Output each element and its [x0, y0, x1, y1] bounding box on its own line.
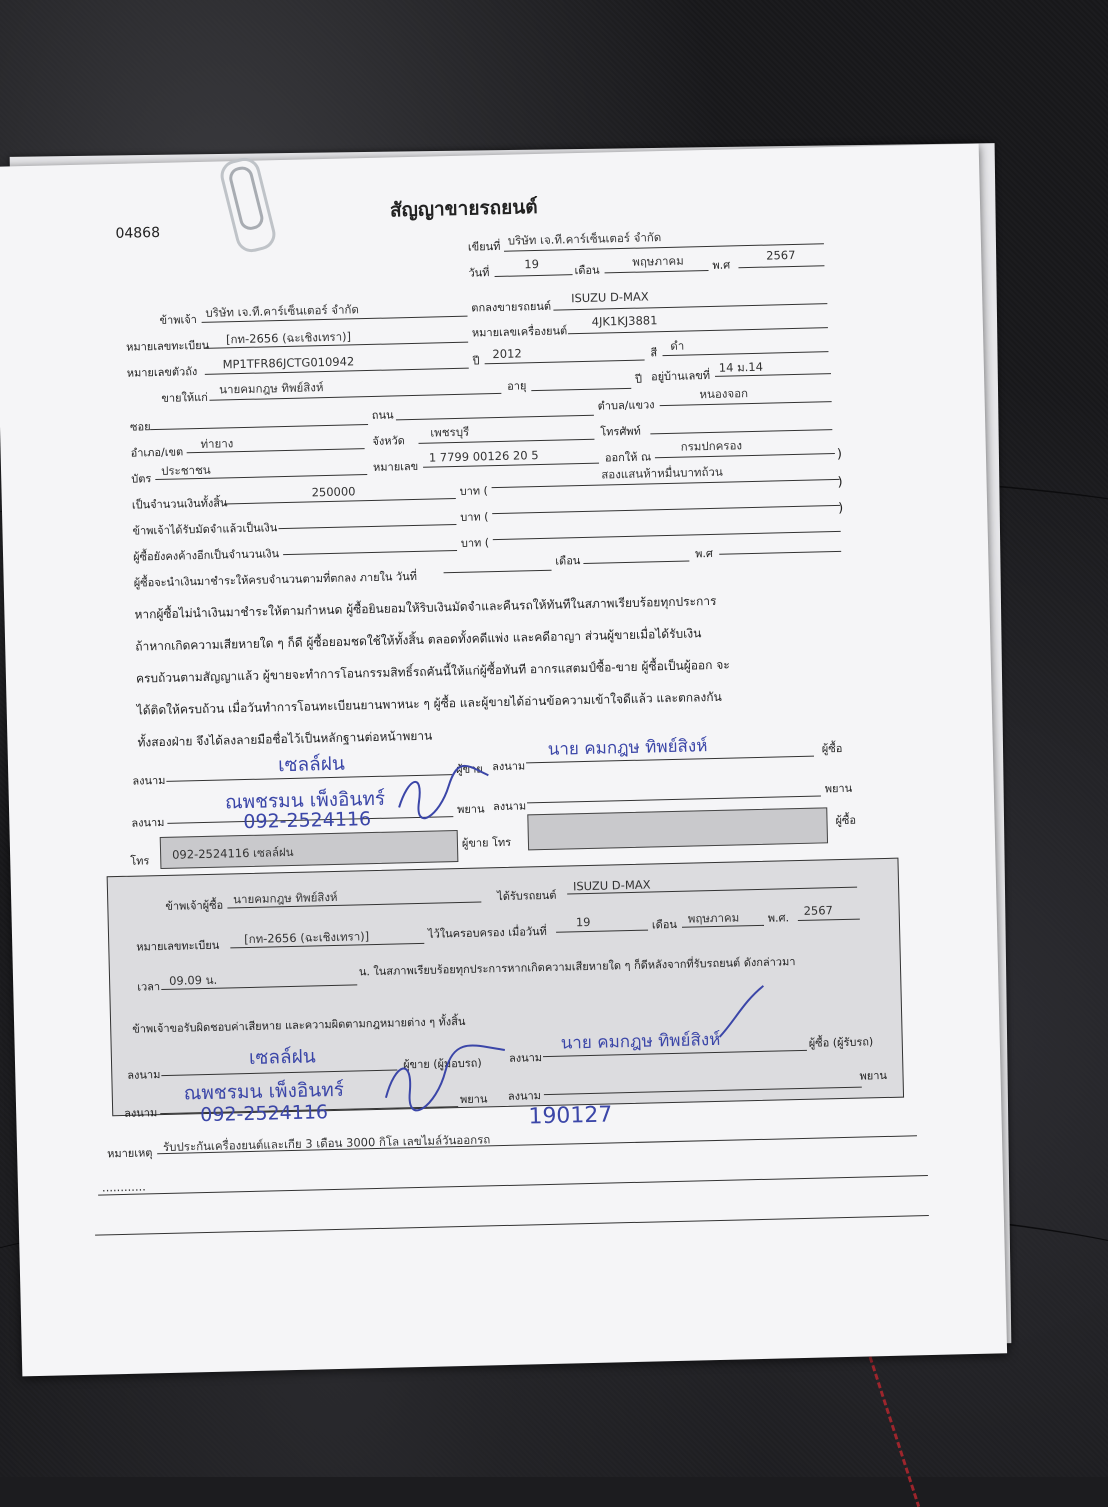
remark-text: รับประกันเครื่องยนต์และเกีย 3 เดือน 3000 กิโล เลขไมล์วันออกรถ	[162, 1132, 491, 1155]
color-value: ดำ	[670, 338, 685, 353]
total-line	[224, 498, 456, 504]
reg-label: หมายเลขทะเบียน	[126, 338, 210, 354]
card-label: บัตร	[131, 472, 152, 486]
page-title: สัญญาขายรถยนต์	[389, 195, 538, 222]
remark-line-2	[98, 1175, 928, 1196]
seller-sales-handwritten: เซลล์ฝน	[277, 752, 346, 777]
soi-line	[150, 424, 368, 430]
remark-line-3	[95, 1215, 929, 1236]
signature-squiggle-1	[388, 755, 510, 828]
receipt-witness1-role: พยาน	[459, 1092, 488, 1107]
due-year-label: พ.ศ	[695, 546, 714, 561]
road-label: ถนน	[371, 408, 394, 422]
receipt-buyer-value: นายคมกฎษ ทิพย์สิงห์	[233, 889, 338, 907]
color-label: สี	[650, 346, 658, 360]
seller-phone-value: 092-2524116 เซลล์ฝน	[171, 844, 294, 862]
terms-line-1: หากผู้ซื้อไม่นำเงินมาชำระให้ตามกำหนด ผู้ซื้อยินยอมให้ริบเงินมัดจำและคืนรถให้ทันทีในสภาพเรียบร้อยทุกประการ	[134, 593, 717, 622]
district-label: อำเภอ/เขต	[130, 445, 184, 460]
subdistrict-value: หนองจอก	[699, 386, 749, 402]
receipt-seller-role: ผู้ขาย (ผู้มอบรถ)	[403, 1056, 482, 1072]
total-paren-close: )	[836, 446, 843, 462]
time-value: 09.09 น.	[168, 972, 218, 988]
chassis-label: หมายเลขตัวถัง	[126, 365, 198, 380]
seller-value: บริษัท เจ.ที.คาร์เซ็นเตอร์ จำกัด	[205, 302, 360, 320]
remark-mileage-handwritten: 190127	[528, 1102, 613, 1130]
province-label: จังหวัด	[372, 434, 405, 448]
receipt-buyer-role: ผู้ซื้อ (ผู้รับรถ)	[808, 1035, 874, 1050]
district-value: ท่ายาง	[200, 436, 234, 451]
seller-sign-label: ลงนาม	[132, 773, 166, 788]
receipt-reg-label: หมายเลขทะเบียน	[136, 938, 220, 954]
signature-squiggle-2	[375, 1035, 517, 1118]
remark-label: หมายเหตุ	[107, 1146, 153, 1161]
deposit-words-line	[492, 505, 840, 514]
date-label: วันที่	[468, 266, 490, 280]
receipt-reg-value: [กท-2656 (ฉะเชิงเทรา)]	[243, 929, 370, 947]
phone-line	[650, 429, 832, 434]
age-year-label: ปี	[634, 372, 643, 386]
color-line	[663, 351, 829, 356]
chassis-value: MP1TFR86JCTG010942	[222, 354, 355, 372]
seller-role-label: ผู้ขาย	[456, 762, 483, 777]
possess-month: พฤษภาคม	[687, 910, 740, 926]
possess-label: ไว้ในครอบครอง เมื่อวันที่	[427, 924, 547, 941]
reg-value: [กท-2656 (ฉะเชิงเทรา)]	[225, 329, 352, 347]
written-at-value: บริษัท เจ.ที.คาร์เซ็นเตอร์ จำกัด	[507, 230, 662, 248]
seller-label: ข้าพเจ้า	[159, 313, 198, 327]
year-label: พ.ศ	[712, 258, 731, 272]
age-label: อายุ	[507, 379, 527, 393]
time-label: เวลา	[137, 980, 161, 994]
date-year-line	[738, 265, 824, 268]
terms-line-3: ครบถ้วนตามสัญญาแล้ว ผู้ขายจะทำการโอนกรรมสิทธิ์รถคันนี้ให้แก่ผู้ซื้อทันที อากรแสตมป์ซื้อ-ขาย ผู้ซื้อเป็นผู้ออก จะ	[135, 657, 730, 686]
road-line	[396, 415, 594, 421]
due-month-label: เดือน	[555, 554, 581, 568]
due-day-line	[444, 570, 552, 574]
remaining-paren-close: )	[837, 500, 844, 516]
receipt-phone-handwritten: 092-2524116	[200, 1101, 329, 1127]
receipt-seller-sign-label: ลงนาม	[127, 1068, 161, 1082]
date-day: 19	[524, 256, 540, 272]
buyer-phone-role: ผู้ซื้อ	[835, 813, 857, 828]
total-value: 250000	[311, 484, 356, 500]
remaining-line	[283, 550, 457, 555]
age-line	[531, 388, 631, 391]
province-value: เพชรบุรี	[430, 424, 470, 440]
witness1-sign-label: ลงนาม	[131, 815, 165, 830]
subdistrict-label: ตำบล/แขวง	[597, 398, 655, 413]
seller-phone-role: ผู้ขาย โทร	[461, 835, 512, 850]
receipt-witness2-sign-label: ลงนาม	[507, 1089, 542, 1103]
date-month-line	[605, 270, 709, 273]
issued-by-label: ออกให้ ณ	[604, 450, 652, 465]
possess-month-label: เดือน	[651, 917, 678, 932]
total-baht: บาท (	[459, 484, 489, 498]
buyer-name: นายคมกฎษ ทิพย์สิงห์	[219, 380, 324, 397]
witness2-sign-line	[527, 795, 821, 803]
witness2-sign-label: ลงนาม	[492, 799, 527, 814]
terms-line-2: ถ้าหากเกิดความเสียหายใด ๆ ก็ดี ผู้ซื้อยอมชดใช้ให้ทั้งสิ้น ตลอดทั้งคดีแพ่ง และคดีอาญา ส่วนผู้ขายเมื่อได้รับเงิน	[135, 626, 702, 654]
signature-squiggle-3	[713, 980, 794, 1042]
deposit-line	[278, 524, 456, 529]
remaining-baht: บาท (	[460, 536, 490, 550]
car-year-value: 2012	[492, 346, 522, 362]
contract-sheet	[0, 144, 1007, 1377]
engine-label: หมายเลขเครื่องยนต์	[471, 324, 568, 340]
month-label: เดือน	[574, 263, 600, 278]
remaining-words-line	[493, 531, 841, 540]
deposit-label: ข้าพเจ้าได้รับมัดจำแล้วเป็นเงิน	[132, 521, 278, 538]
receipt-buyer-signature: นาย คมกฎษ ทิพย์สิงห์	[560, 1029, 721, 1054]
buyer-role-label: ผู้ซื้อ	[821, 741, 843, 756]
witness1-phone-handwritten: 092-2524116	[243, 808, 372, 834]
card-no-label: หมายเลข	[372, 459, 419, 474]
receipt-witness1-sign-label: ลงนาม	[124, 1106, 158, 1120]
deposit-baht: บาท (	[460, 510, 489, 524]
due-month-line	[583, 560, 689, 563]
address-value: 14 ม.14	[718, 359, 764, 375]
possess-year: 2567	[803, 903, 834, 918]
buyer-signature-handwritten: นาย คมกฎษ ทิพย์สิงห์	[547, 736, 708, 760]
written-at-label: เขียนที่	[467, 239, 501, 254]
date-day-line	[495, 274, 573, 277]
address-label: อยู่บ้านเลขที่	[650, 368, 711, 384]
witness1-role-label: พยาน	[457, 802, 485, 817]
card-no-value: 1 7799 00126 20 5	[428, 448, 539, 465]
remark-dots: ............	[101, 1179, 146, 1195]
received-label: ได้รับรถยนต์	[497, 888, 557, 904]
witness1-name-handwritten: ณพชรมน เพ็งอินทร์	[224, 787, 386, 814]
possess-day: 19	[575, 914, 591, 930]
car-brand: ISUZU D-MAX	[570, 289, 649, 306]
receipt-witness2-role: พยาน	[859, 1068, 888, 1083]
document-number: 04868	[115, 224, 161, 242]
issued-by-value: กรมปกครอง	[680, 438, 743, 454]
possess-year-label: พ.ศ.	[767, 911, 790, 925]
car-year-label: ปี	[472, 354, 480, 368]
total-words: สองแสนห้าหมื่นบาทถ้วน	[601, 464, 723, 482]
received-brand: ISUZU D-MAX	[572, 877, 651, 894]
date-year: 2567	[766, 247, 796, 263]
terms-line-5: ทั้งสองฝ่าย จึงได้ลงลายมือชื่อไว้เป็นหลักฐานต่อหน้าพยาน	[137, 728, 433, 750]
soi-label: ซอย	[129, 420, 151, 434]
agree-sell-label: ตกลงขายรถยนต์	[471, 299, 552, 315]
deposit-paren-close: )	[837, 474, 843, 490]
liability-text: ข้าพเจ้าขอรับผิดชอบค่าเสียหาย และความผิดตามกฎหมายต่าง ๆ ทั้งสิ้น	[132, 1014, 466, 1036]
terms-line-4: ได้ติดให้ครบถ้วน เมื่อวันทำการโอนทะเบียนยานพาหนะ ๆ ผู้ซื้อ และผู้ขายได้อ่านข้อความเข้าใจดีแล้ว และตกลงกัน	[136, 689, 722, 718]
phone-label: โทรศัพท์	[600, 424, 642, 439]
receipt-name-handwritten: ณพชรมน เพ็งอินทร์	[183, 1078, 345, 1105]
receipt-buyer-sign-label: ลงนาม	[508, 1051, 543, 1065]
condition-text: น. ในสภาพเรียบร้อยทุกประการหากเกิดความเสียหายใด ๆ ก็ดีหลังจากที่รับรถยนต์ ดังกล่าวมา	[358, 955, 796, 979]
due-label: ผู้ซื้อจะนำเงินมาชำระให้ครบจำนวนตามที่ตกลง ภายใน วันที่	[133, 569, 418, 590]
remaining-label: ผู้ซื้อยังคงค้างอีกเป็นจำนวนเงิน	[132, 547, 280, 564]
receipt-sales-handwritten: เซลล์ฝน	[248, 1045, 316, 1070]
seller-phone-label: โทร	[130, 854, 150, 868]
buyer-sign-label: ลงนาม	[492, 759, 526, 774]
receipt-buyer-label: ข้าพเจ้าผู้ซื้อ	[165, 898, 224, 913]
date-month: พฤษภาคม	[632, 253, 684, 269]
witness2-role-label: พยาน	[824, 781, 853, 796]
due-year-line	[719, 551, 841, 555]
sell-to-label: ขายให้แก่	[161, 390, 209, 405]
card-type-value: ประชาชน	[160, 462, 211, 478]
total-label: เป็นจำนวนเงินทั้งสิ้น	[131, 496, 228, 512]
buyer-phone-box	[527, 807, 828, 850]
engine-value: 4JK1KJ3881	[591, 313, 658, 329]
